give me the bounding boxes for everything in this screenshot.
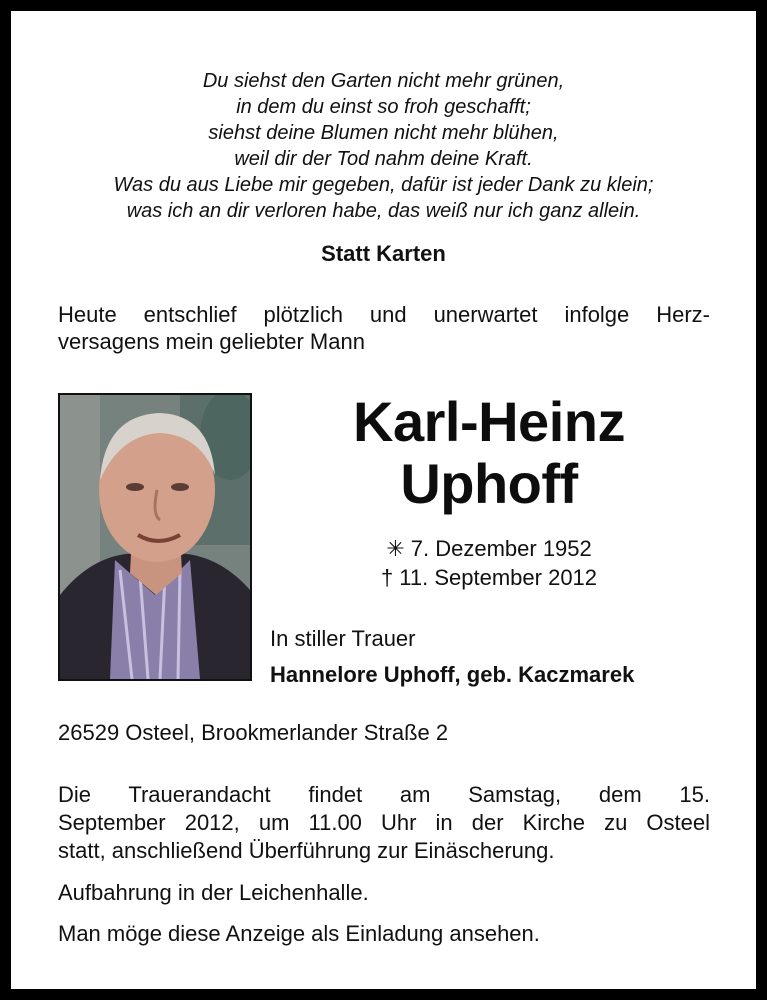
poem-line: siehst deine Blumen nicht mehr blühen, (208, 122, 559, 144)
wake-info: Aufbahrung in der Leichenhalle. (58, 880, 369, 905)
poem-line: was ich an dir verloren habe, das weiß nur ich ganz allein. (126, 200, 641, 222)
invitation-note: Man möge diese Anzeige als Einladung ansehen. (58, 921, 540, 946)
last-name: Uphoff (400, 452, 578, 515)
poem-line: Du siehst den Garten nicht mehr grünen, (202, 70, 565, 92)
portrait-photo (58, 393, 252, 681)
life-dates (269, 534, 709, 592)
mourners (270, 621, 740, 693)
service-line: Die Trauerandacht findet am Samstag, dem 15. (58, 782, 710, 807)
death-date: † 11. September 2012 (380, 565, 598, 590)
poem-line: Was du aus Liebe mir gegeben, dafür ist jeder Dank zu klein; (113, 174, 654, 196)
poem-line: in dem du einst so froh geschafft; (236, 96, 531, 118)
notice-heading: Statt Karten (321, 241, 446, 266)
service-line: statt, anschließend Überführung zur Einäscherung. (58, 838, 555, 863)
family-address: 26529 Osteel, Brookmerlander Straße 2 (58, 720, 449, 745)
announcement-line: Heute entschlief plötzlich und unerwartet infolge Herz- (58, 302, 710, 327)
obituary-notice (11, 11, 756, 989)
birth-date: ✳ 7. Dezember 1952 (386, 536, 592, 561)
announcement-text (58, 301, 710, 355)
service-details (58, 781, 710, 865)
memorial-poem (11, 68, 756, 224)
survivor-name: Hannelore Uphoff, geb. Kaczmarek (270, 662, 635, 687)
poem-line: weil dir der Tod nahm deine Kraft. (234, 148, 533, 170)
service-line: September 2012, um 11.00 Uhr in der Kirche zu Osteel (58, 810, 710, 835)
deceased-name (269, 391, 709, 515)
first-name: Karl-Heinz (353, 390, 625, 453)
mourning-phrase: In stiller Trauer (270, 626, 416, 651)
announcement-line: versagens mein geliebter Mann (58, 329, 365, 354)
